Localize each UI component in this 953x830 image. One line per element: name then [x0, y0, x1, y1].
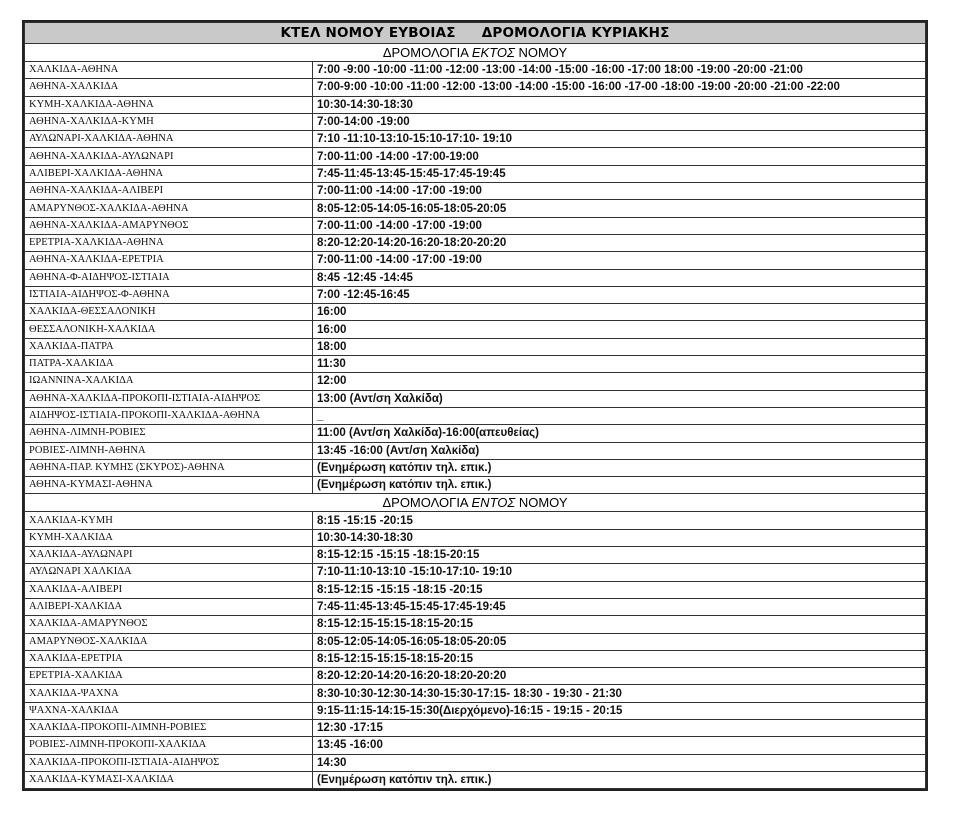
table-row — [25, 373, 926, 390]
table-row — [25, 269, 926, 286]
times-cell: 7:00 -9:00 -10:00 -11:00 -12:00 -13:00 -14:00 -15:00 -16:00 -17:00 18:00 -19:00 -20:00 -21:00 — [313, 62, 926, 79]
title-left: ΚΤΕΛ ΝΟΜΟΥ ΕΥΒΟΙΑΣ — [280, 25, 456, 41]
route-cell: ΧΑΛΚΙΔΑ-ΘΕΣΣΑΛΟΝΙΚΗ — [25, 304, 313, 321]
times-cell: 8:30-10:30-12:30-14:30-15:30-17:15- 18:30 - 19:30 - 21:30 — [313, 685, 926, 702]
route-cell: ΑΥΛΩΝΑΡΙ-ΧΑΛΚΙΔΑ-ΑΘΗΝΑ — [25, 131, 313, 148]
route-cell: ΧΑΛΚΙΔΑ-ΑΛΙΒΕΡΙ — [25, 581, 313, 598]
title-right: ΔΡΟΜΟΛΟΓΙΑ ΚΥΡΙΑΚΗΣ — [481, 25, 670, 41]
section-heading-scope: ΕΝΤΟΣ — [471, 494, 516, 510]
title-row — [25, 23, 926, 44]
title-cell — [25, 23, 926, 44]
route-cell: ΧΑΛΚΙΔΑ-ΑΥΛΩΝΑΡΙ — [25, 547, 313, 564]
section-heading — [25, 494, 926, 512]
section-heading-suffix: ΝΟΜΟΥ — [518, 494, 568, 510]
table-row — [25, 668, 926, 685]
times-cell: 14:30 — [313, 754, 926, 771]
times-cell: 7:00-9:00 -10:00 -11:00 -12:00 -13:00 -14:00 -15:00 -16:00 -17-00 -18:00 -19:00 -20:00 -21:00 -22:00 — [313, 79, 926, 96]
times-cell: (Ενημέρωση κατόπιν τηλ. επικ.) — [313, 771, 926, 788]
times-cell: 12:30 -17:15 — [313, 719, 926, 736]
section-heading-row — [25, 44, 926, 62]
times-cell: 7:10-11:10-13:10 -15:10-17:10- 19:10 — [313, 564, 926, 581]
times-cell: 8:15-12:15 -15:15 -18:15 -20:15 — [313, 581, 926, 598]
route-cell: ΑΥΛΩΝΑΡΙ ΧΑΛΚΙΔΑ — [25, 564, 313, 581]
times-cell: 18:00 — [313, 338, 926, 355]
route-cell: ΑΘΗΝΑ-ΚΥΜΑΣΙ-ΑΘΗΝΑ — [25, 477, 313, 494]
table-row — [25, 425, 926, 442]
times-cell: 13:45 -16:00 (Αντ/ση Χαλκίδα) — [313, 442, 926, 459]
table-row — [25, 737, 926, 754]
table-row — [25, 286, 926, 303]
times-cell: 16:00 — [313, 304, 926, 321]
table-row — [25, 719, 926, 736]
times-cell: 11:00 (Αντ/ση Χαλκίδα)-16:00(απευθείας) — [313, 425, 926, 442]
route-cell: ΕΡΕΤΡΙΑ-ΧΑΛΚΙΔΑ — [25, 668, 313, 685]
times-cell: 7:00 -12:45-16:45 — [313, 286, 926, 303]
table-row — [25, 252, 926, 269]
times-cell: 7:00-11:00 -14:00 -17:00 -19:00 — [313, 252, 926, 269]
section-heading-row — [25, 494, 926, 512]
route-cell: ΚΥΜΗ-ΧΑΛΚΙΔΑ — [25, 529, 313, 546]
table-row — [25, 131, 926, 148]
times-cell: 7:45-11:45-13:45-15:45-17:45-19:45 — [313, 598, 926, 615]
times-cell: 8:15 -15:15 -20:15 — [313, 512, 926, 529]
table-row — [25, 217, 926, 234]
route-cell: ΧΑΛΚΙΔΑ-ΑΘΗΝΑ — [25, 62, 313, 79]
times-cell: 16:00 — [313, 321, 926, 338]
route-cell: ΑΘΗΝΑ-ΛΙΜΝΗ-ΡΟΒΙΕΣ — [25, 425, 313, 442]
route-cell: ΨΑΧΝΑ-ΧΑΛΚΙΔΑ — [25, 702, 313, 719]
times-cell: 10:30-14:30-18:30 — [313, 96, 926, 113]
table-row — [25, 79, 926, 96]
table-row — [25, 477, 926, 494]
route-cell: ΑΘΗΝΑ-ΧΑΛΚΙΔΑ-ΠΡΟΚΟΠΙ-ΙΣΤΙΑΙΑ-ΑΙΔΗΨΟΣ — [25, 390, 313, 407]
route-cell: ΠΑΤΡΑ-ΧΑΛΚΙΔΑ — [25, 356, 313, 373]
route-cell: ΑΘΗΝΑ-ΧΑΛΚΙΔΑ-ΕΡΕΤΡΙΑ — [25, 252, 313, 269]
times-cell: 8:15-12:15-15:15-18:15-20:15 — [313, 616, 926, 633]
table-row — [25, 200, 926, 217]
table-row — [25, 234, 926, 251]
table-row — [25, 321, 926, 338]
section-heading-suffix: ΝΟΜΟΥ — [518, 44, 568, 60]
table-row — [25, 754, 926, 771]
times-cell: 7:45-11:45-13:45-15:45-17:45-19:45 — [313, 165, 926, 182]
times-cell: 9:15-11:15-14:15-15:30(Διερχόμενο)-16:15 - 19:15 - 20:15 — [313, 702, 926, 719]
route-cell: ΧΑΛΚΙΔΑ-ΕΡΕΤΡΙΑ — [25, 650, 313, 667]
route-cell: ΧΑΛΚΙΔΑ-ΚΥΜΗ — [25, 512, 313, 529]
table-row — [25, 148, 926, 165]
route-cell: ΚΥΜΗ-ΧΑΛΚΙΔΑ-ΑΘΗΝΑ — [25, 96, 313, 113]
schedule-table — [24, 22, 926, 789]
times-cell: 8:20-12:20-14:20-16:20-18:20-20:20 — [313, 234, 926, 251]
section-heading — [25, 44, 926, 62]
section-heading-scope: ΕΚΤΟΣ — [471, 44, 515, 60]
table-row — [25, 62, 926, 79]
times-cell: 13:45 -16:00 — [313, 737, 926, 754]
table-row — [25, 702, 926, 719]
table-row — [25, 407, 926, 424]
route-cell: ΑΘΗΝΑ-Φ-ΑΙΔΗΨΟΣ-ΙΣΤΙΑΙΑ — [25, 269, 313, 286]
route-cell: ΑΜΑΡΥΝΘΟΣ-ΧΑΛΚΙΔΑ — [25, 633, 313, 650]
route-cell: ΕΡΕΤΡΙΑ-ΧΑΛΚΙΔΑ-ΑΘΗΝΑ — [25, 234, 313, 251]
section-heading-prefix: ΔΡΟΜΟΛΟΓΙΑ — [382, 494, 468, 510]
table-row — [25, 304, 926, 321]
route-cell: ΙΩΑΝΝΙΝΑ-ΧΑΛΚΙΔΑ — [25, 373, 313, 390]
table-row — [25, 165, 926, 182]
schedule-sheet — [22, 20, 928, 791]
section-heading-prefix: ΔΡΟΜΟΛΟΓΙΑ — [382, 44, 469, 60]
route-cell: ΑΘΗΝΑ-ΧΑΛΚΙΔΑ-ΑΛΙΒΕΡΙ — [25, 183, 313, 200]
table-row — [25, 771, 926, 788]
table-row — [25, 356, 926, 373]
route-cell: ΡΟΒΙΕΣ-ΛΙΜΝΗ-ΠΡΟΚΟΠΙ-ΧΑΛΚΙΔΑ — [25, 737, 313, 754]
route-cell: ΧΑΛΚΙΔΑ-ΑΜΑΡΥΝΘΟΣ — [25, 616, 313, 633]
route-cell: ΧΑΛΚΙΔΑ-ΨΑΧΝΑ — [25, 685, 313, 702]
table-row — [25, 616, 926, 633]
route-cell: ΙΣΤΙΑΙΑ-ΑΙΔΗΨΟΣ-Φ-ΑΘΗΝΑ — [25, 286, 313, 303]
route-cell: ΑΘΗΝΑ-ΠΑΡ. ΚΥΜΗΣ (ΣΚΥΡΟΣ)-ΑΘΗΝΑ — [25, 459, 313, 476]
times-cell: 12:00 — [313, 373, 926, 390]
times-cell: 11:30 — [313, 356, 926, 373]
times-cell: 7:00-11:00 -14:00 -17:00-19:00 — [313, 148, 926, 165]
route-cell: ΧΑΛΚΙΔΑ-ΠΡΟΚΟΠΙ-ΙΣΤΙΑΙΑ-ΑΙΔΗΨΟΣ — [25, 754, 313, 771]
route-cell: ΑΘΗΝΑ-ΧΑΛΚΙΔΑ-ΚΥΜΗ — [25, 113, 313, 130]
times-cell: 8:05-12:05-14:05-16:05-18:05-20:05 — [313, 633, 926, 650]
times-cell: 7:00-11:00 -14:00 -17:00 -19:00 — [313, 183, 926, 200]
route-cell: ΑΙΔΗΨΟΣ-ΙΣΤΙΑΙΑ-ΠΡΟΚΟΠΙ-ΧΑΛΚΙΔΑ-ΑΘΗΝΑ — [25, 407, 313, 424]
times-cell: (Ενημέρωση κατόπιν τηλ. επικ.) — [313, 477, 926, 494]
times-cell: 7:00-14:00 -19:00 — [313, 113, 926, 130]
table-row — [25, 459, 926, 476]
table-row — [25, 442, 926, 459]
times-cell: 7:00-11:00 -14:00 -17:00 -19:00 — [313, 217, 926, 234]
route-cell: ΘΕΣΣΑΛΟΝΙΚΗ-ΧΑΛΚΙΔΑ — [25, 321, 313, 338]
times-cell: (Ενημέρωση κατόπιν τηλ. επικ.) — [313, 459, 926, 476]
table-row — [25, 113, 926, 130]
route-cell: ΑΜΑΡΥΝΘΟΣ-ΧΑΛΚΙΔΑ-ΑΘΗΝΑ — [25, 200, 313, 217]
route-cell: ΑΛΙΒΕΡΙ-ΧΑΛΚΙΔΑ — [25, 598, 313, 615]
times-cell: 7:10 -11:10-13:10-15:10-17:10- 19:10 — [313, 131, 926, 148]
table-row — [25, 633, 926, 650]
table-row — [25, 547, 926, 564]
table-row — [25, 96, 926, 113]
route-cell: ΑΘΗΝΑ-ΧΑΛΚΙΔΑ-ΑΥΛΩΝΑΡΙ — [25, 148, 313, 165]
times-cell: 8:15-12:15-15:15-18:15-20:15 — [313, 650, 926, 667]
table-row — [25, 529, 926, 546]
route-cell: ΑΘΗΝΑ-ΧΑΛΚΙΔΑ — [25, 79, 313, 96]
table-row — [25, 338, 926, 355]
route-cell: ΧΑΛΚΙΔΑ-ΚΥΜΑΣΙ-ΧΑΛΚΙΔΑ — [25, 771, 313, 788]
route-cell: ΑΛΙΒΕΡΙ-ΧΑΛΚΙΔΑ-ΑΘΗΝΑ — [25, 165, 313, 182]
route-cell: ΑΘΗΝΑ-ΧΑΛΚΙΔΑ-ΑΜΑΡΥΝΘΟΣ — [25, 217, 313, 234]
table-row — [25, 598, 926, 615]
times-cell: 8:15-12:15 -15:15 -18:15-20:15 — [313, 547, 926, 564]
table-row — [25, 581, 926, 598]
times-cell: 10:30-14:30-18:30 — [313, 529, 926, 546]
route-cell: ΧΑΛΚΙΔΑ-ΠΡΟΚΟΠΙ-ΛΙΜΝΗ-ΡΟΒΙΕΣ — [25, 719, 313, 736]
table-row — [25, 512, 926, 529]
table-row — [25, 390, 926, 407]
times-cell: 8:20-12:20-14:20-16:20-18:20-20:20 — [313, 668, 926, 685]
table-row — [25, 650, 926, 667]
table-row — [25, 564, 926, 581]
route-cell: ΧΑΛΚΙΔΑ-ΠΑΤΡΑ — [25, 338, 313, 355]
route-cell: ΡΟΒΙΕΣ-ΛΙΜΝΗ-ΑΘΗΝΑ — [25, 442, 313, 459]
times-cell: 8:45 -12:45 -14:45 — [313, 269, 926, 286]
times-cell: _ — [313, 407, 926, 424]
table-row — [25, 685, 926, 702]
table-row — [25, 183, 926, 200]
times-cell: 13:00 (Αντ/ση Χαλκίδα) — [313, 390, 926, 407]
times-cell: 8:05-12:05-14:05-16:05-18:05-20:05 — [313, 200, 926, 217]
